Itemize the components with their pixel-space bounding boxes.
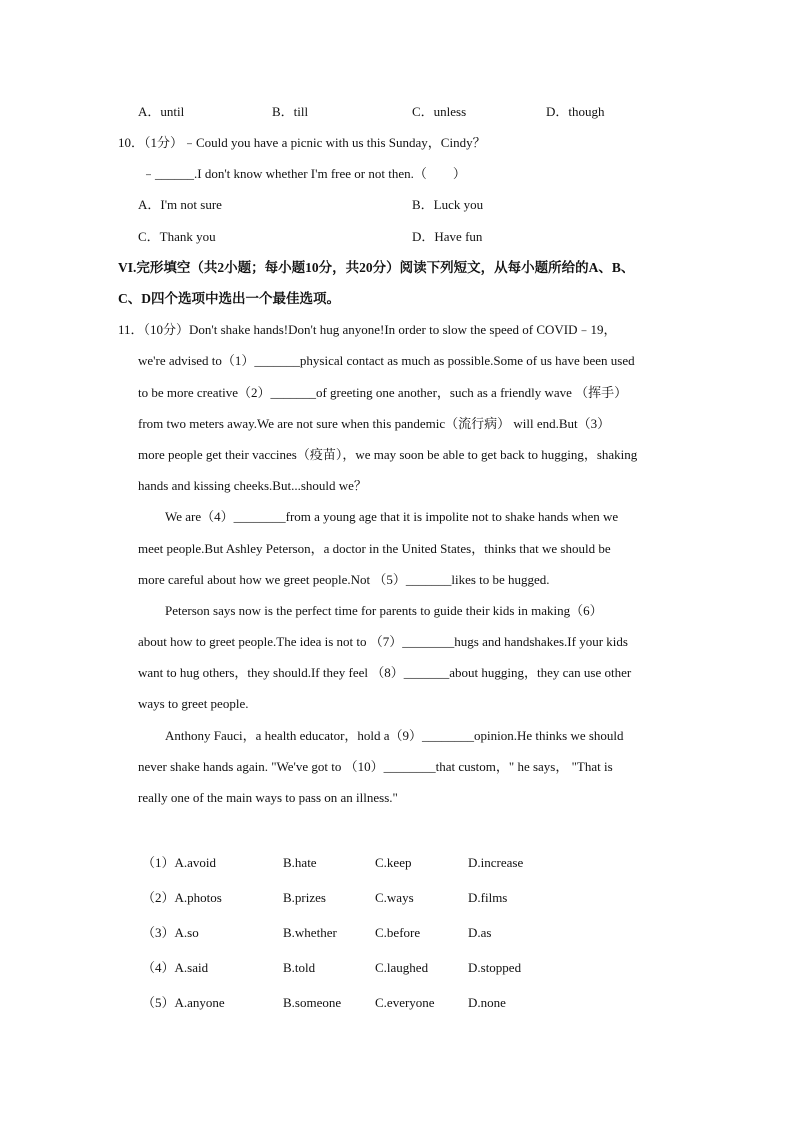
q9-option-b: B．till [272, 104, 309, 119]
choice-2-b: B.prizes [283, 890, 326, 905]
choice-5-d: D.none [468, 995, 506, 1010]
choice-1-a: （1）A.avoid [142, 855, 217, 870]
q11-line-3: from two meters away.We are not sure when this pandemic（流行病） will end.But（3） [138, 416, 611, 431]
q11-line-8: more careful about how we greet people.Not （5）_______likes to be hugged. [138, 572, 550, 587]
choice-4-a: （4）A.said [142, 960, 209, 975]
q11-line-9: Peterson says now is the perfect time for parents to guide their kids in making（6） [165, 603, 603, 618]
choice-3-a: （3）A.so [142, 925, 199, 940]
choice-3-d: D.as [468, 925, 492, 940]
q11-line-4: more people get their vaccines（疫苗），we may soon be able to get back to hugging，shaking [138, 447, 638, 462]
choice-4-b: B.told [283, 960, 316, 975]
choice-1-b: B.hate [283, 855, 317, 870]
q10-option-a: A．I'm not sure [138, 197, 222, 212]
q10-option-c: C．Thank you [138, 229, 216, 244]
q11-line-2: to be more creative（2）_______of greeting one another，such as a friendly wave （挥手） [138, 385, 628, 400]
q11-line-10: about how to greet people.The idea is not to （7）________hugs and handshakes.If your kids [138, 634, 628, 649]
q11-line-12: ways to greet people. [138, 696, 249, 711]
q11-line-6: We are（4）________from a young age that it is impolite not to shake hands when we [165, 509, 619, 524]
q11-line-1: we're advised to（1）_______physical contact as much as possible.Some of us have been used [138, 353, 635, 368]
q9-option-c: C．unless [412, 104, 467, 119]
choice-1-d: D.increase [468, 855, 524, 870]
choice-3-b: B.whether [283, 925, 337, 940]
choice-2-a: （2）A.photos [142, 890, 222, 905]
q11-line-15: really one of the main ways to pass on an illness." [138, 790, 398, 805]
q11-line-5: hands and kissing cheeks.But...should we？ [138, 478, 367, 493]
choice-3-c: C.before [375, 925, 421, 940]
q9-option-a: A．until [138, 104, 185, 119]
q9-option-d: D．though [546, 104, 605, 119]
choice-1-c: C.keep [375, 855, 412, 870]
q11-line-11: want to hug others，they should.If they feel （8）_______about hugging，they can use other [138, 665, 632, 680]
q11-line-14: never shake hands again. "We've got to （10）________that custom，" he says， "That is [138, 759, 613, 774]
choice-2-d: D.films [468, 890, 508, 905]
q11-line-7: meet people.But Ashley Peterson，a doctor in the United States，thinks that we should be [138, 541, 611, 556]
q10-stem: 10．（1分）﹣Could you have a picnic with us this Sunday，Cindy？ [118, 135, 486, 150]
q10-option-b: B．Luck you [412, 197, 484, 212]
choice-5-b: B.someone [283, 995, 342, 1010]
choice-4-c: C.laughed [375, 960, 429, 975]
q11-line-0: 11．（10分）Don't shake hands!Don't hug anyone!In order to slow the speed of COVID﹣19， [118, 322, 617, 337]
q11-line-13: Anthony Fauci，a health educator，hold a（9）________opinion.He thinks we should [165, 728, 624, 743]
choice-5-a: （5）A.anyone [142, 995, 225, 1010]
section-heading-line2: C、D四个选项中选出一个最佳选项。 [118, 291, 340, 306]
choice-2-c: C.ways [375, 890, 414, 905]
section-heading-line1: VI.完形填空（共2小题；每小题10分，共20分）阅读下列短文，从每小题所给的A、B、 [118, 260, 635, 275]
q10-reply: ﹣______.I don't know whether I'm free or not then.（ ） [142, 166, 466, 181]
choice-4-d: D.stopped [468, 960, 522, 975]
q10-option-d: D．Have fun [412, 229, 483, 244]
choice-5-c: C.everyone [375, 995, 435, 1010]
